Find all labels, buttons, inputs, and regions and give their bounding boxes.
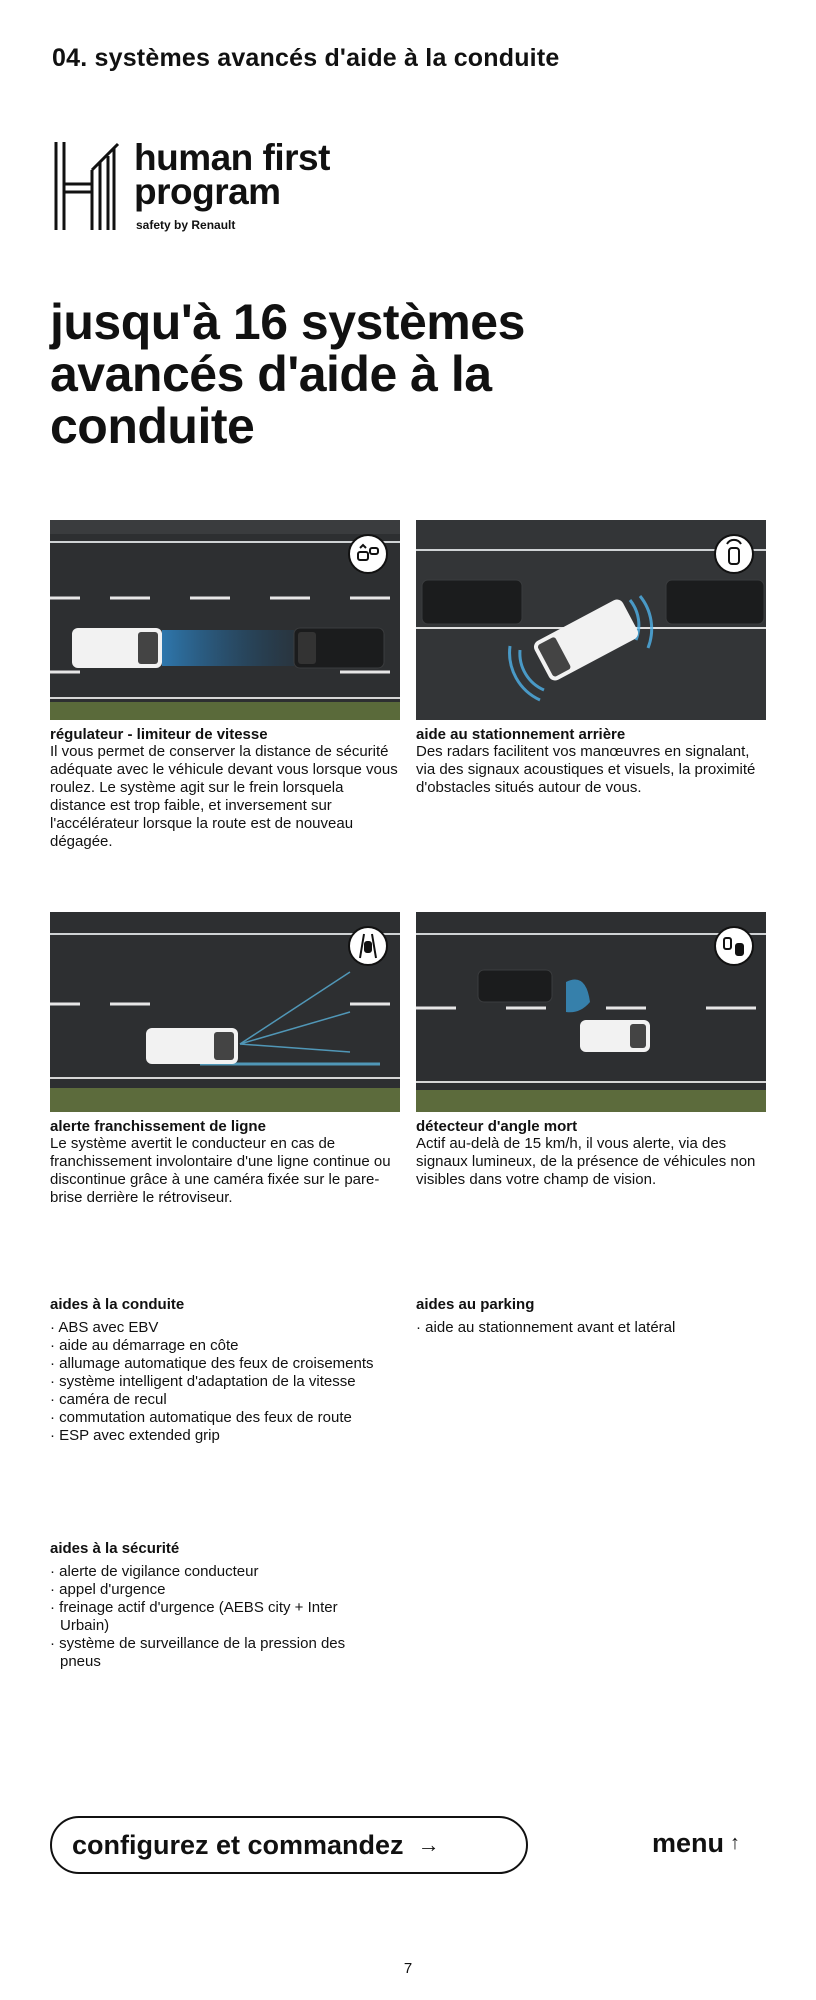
menu-button[interactable]	[652, 1828, 740, 1859]
list-item: · freinage actif d'urgence (AEBS city + Inter Urbain)	[50, 1599, 390, 1635]
hfp-logo-icon	[52, 140, 124, 232]
human-first-program-logo	[52, 137, 392, 240]
list-item: · système de surveillance de la pression des pneus	[50, 1635, 390, 1671]
list-title: aides à la conduite	[50, 1296, 185, 1313]
blind-spot-image	[416, 912, 766, 1112]
feature-text: Il vous permet de conserver la distance de sécurité adéquate avec le véhicule devant vous lorsque vous roulez. Le système agit sur le frein lorsquela distance est trop faible, et inversement sur l'accélérateur lorsque la route est de nouveau dégagée.	[50, 743, 398, 850]
lane-departure-image	[50, 912, 400, 1112]
list-item: · caméra de recul	[50, 1391, 390, 1409]
feature-text: Actif au-delà de 15 km/h, il vous alerte, via des signaux lumineux, de la présence de véhicules non visibles dans votre champ de vision.	[416, 1135, 756, 1188]
arrow-right-icon: →	[417, 1832, 440, 1857]
brand-tagline: safety by Renault	[136, 218, 236, 232]
feature-rear-parking	[416, 520, 766, 797]
cruise-control-icon	[348, 534, 388, 574]
list-item: · ABS avec EBV	[50, 1319, 390, 1337]
page-number: 7	[403, 1960, 413, 1977]
parking-sensor-icon	[714, 534, 754, 574]
feature-lane-departure	[50, 912, 400, 1207]
feature-title: régulateur - limiteur de vitesse	[50, 726, 268, 743]
list-item: · allumage automatique des feux de croisements	[50, 1355, 390, 1373]
feature-text: Des radars facilitent vos manœuvres en signalant, via des signaux acoustiques et visuels, la proximité d'obstacles situés autour de vous.	[416, 743, 756, 796]
feature-title: aide au stationnement arrière	[416, 726, 626, 743]
feature-cruise-control	[50, 520, 400, 851]
list-title: aides au parking	[416, 1296, 535, 1313]
feature-blind-spot	[416, 912, 766, 1189]
list-item: · alerte de vigilance conducteur	[50, 1563, 390, 1581]
driving-aids-list	[50, 1296, 390, 1445]
list-item: · système intelligent d'adaptation de la vitesse	[50, 1373, 390, 1391]
lane-departure-icon	[348, 926, 388, 966]
safety-aids-list	[50, 1540, 390, 1671]
parking-aids-list	[416, 1296, 776, 1337]
feature-title: alerte franchissement de ligne	[50, 1118, 266, 1135]
list-item: · appel d'urgence	[50, 1581, 390, 1599]
rear-parking-image	[416, 520, 766, 720]
page-headline: jusqu'à 16 systèmes avancés d'aide à la conduite	[50, 294, 525, 454]
list-item: · aide au stationnement avant et latéral	[416, 1319, 776, 1337]
feature-text: Le système avertit le conducteur en cas de franchissement involontaire d'une ligne continue ou discontinue grâce à une caméra fixée sur le pare-brise derrière le rétroviseur.	[50, 1135, 391, 1206]
brand-line2: program	[134, 171, 281, 212]
list-item: · ESP avec extended grip	[50, 1427, 390, 1445]
list-title: aides à la sécurité	[50, 1540, 180, 1557]
section-title: 04. systèmes avancés d'aide à la conduite	[52, 44, 560, 72]
cruise-control-image	[50, 520, 400, 720]
arrow-up-icon: ↑	[730, 1832, 741, 1854]
blind-spot-icon	[714, 926, 754, 966]
brand-line1: human first	[134, 137, 330, 178]
cta-label: configurez et commandez	[72, 1829, 404, 1860]
menu-label: menu	[652, 1828, 725, 1858]
feature-title: détecteur d'angle mort	[416, 1118, 578, 1135]
list-item: · commutation automatique des feux de route	[50, 1409, 390, 1427]
list-item: · aide au démarrage en côte	[50, 1337, 390, 1355]
configure-order-button[interactable]	[50, 1816, 528, 1874]
